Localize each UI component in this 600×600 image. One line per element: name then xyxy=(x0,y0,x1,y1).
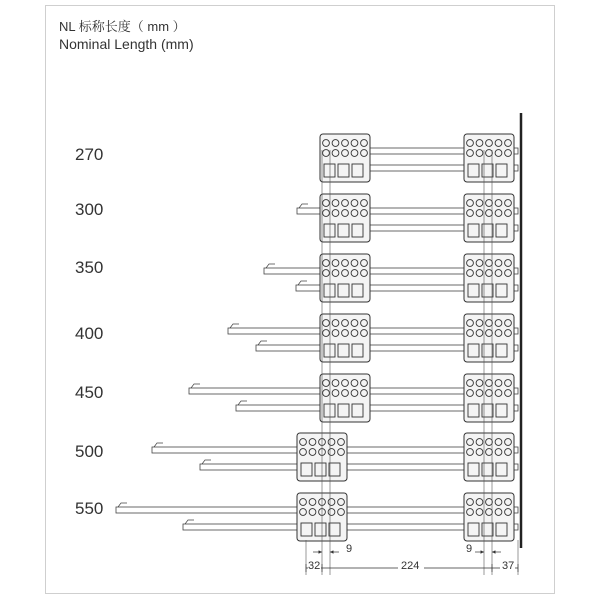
length-label-450: 450 xyxy=(75,383,104,402)
length-label-500: 500 xyxy=(75,442,104,461)
dim-middle: 224 xyxy=(401,560,420,572)
length-label-300: 300 xyxy=(75,200,104,219)
front-bracket-0 xyxy=(320,134,370,182)
front-bracket-4 xyxy=(320,374,370,422)
length-label-350: 350 xyxy=(75,258,104,277)
length-label-550: 550 xyxy=(75,499,104,518)
rear-bracket-6 xyxy=(464,493,514,541)
nominal-length-label-en: Nominal Length (mm) xyxy=(59,36,194,52)
front-bracket-1 xyxy=(320,194,370,242)
dim-rear-offset: 37 xyxy=(502,560,515,572)
rear-bracket-2 xyxy=(464,254,514,302)
rear-bracket-5 xyxy=(464,433,514,481)
rear-bracket-0 xyxy=(464,134,514,182)
front-bracket-3 xyxy=(320,314,370,362)
dim-front-offset: 32 xyxy=(308,560,321,572)
dim-rear-inner: 9 xyxy=(466,543,473,555)
rear-bracket-4 xyxy=(464,374,514,422)
rear-bracket-1 xyxy=(464,194,514,242)
length-label-400: 400 xyxy=(75,324,104,343)
front-bracket-2 xyxy=(320,254,370,302)
dim-front-inner: 9 xyxy=(346,543,353,555)
rear-bracket-3 xyxy=(464,314,514,362)
nominal-length-label-cn: NL 标称长度（ mm ） xyxy=(59,19,186,34)
length-label-270: 270 xyxy=(75,145,104,164)
